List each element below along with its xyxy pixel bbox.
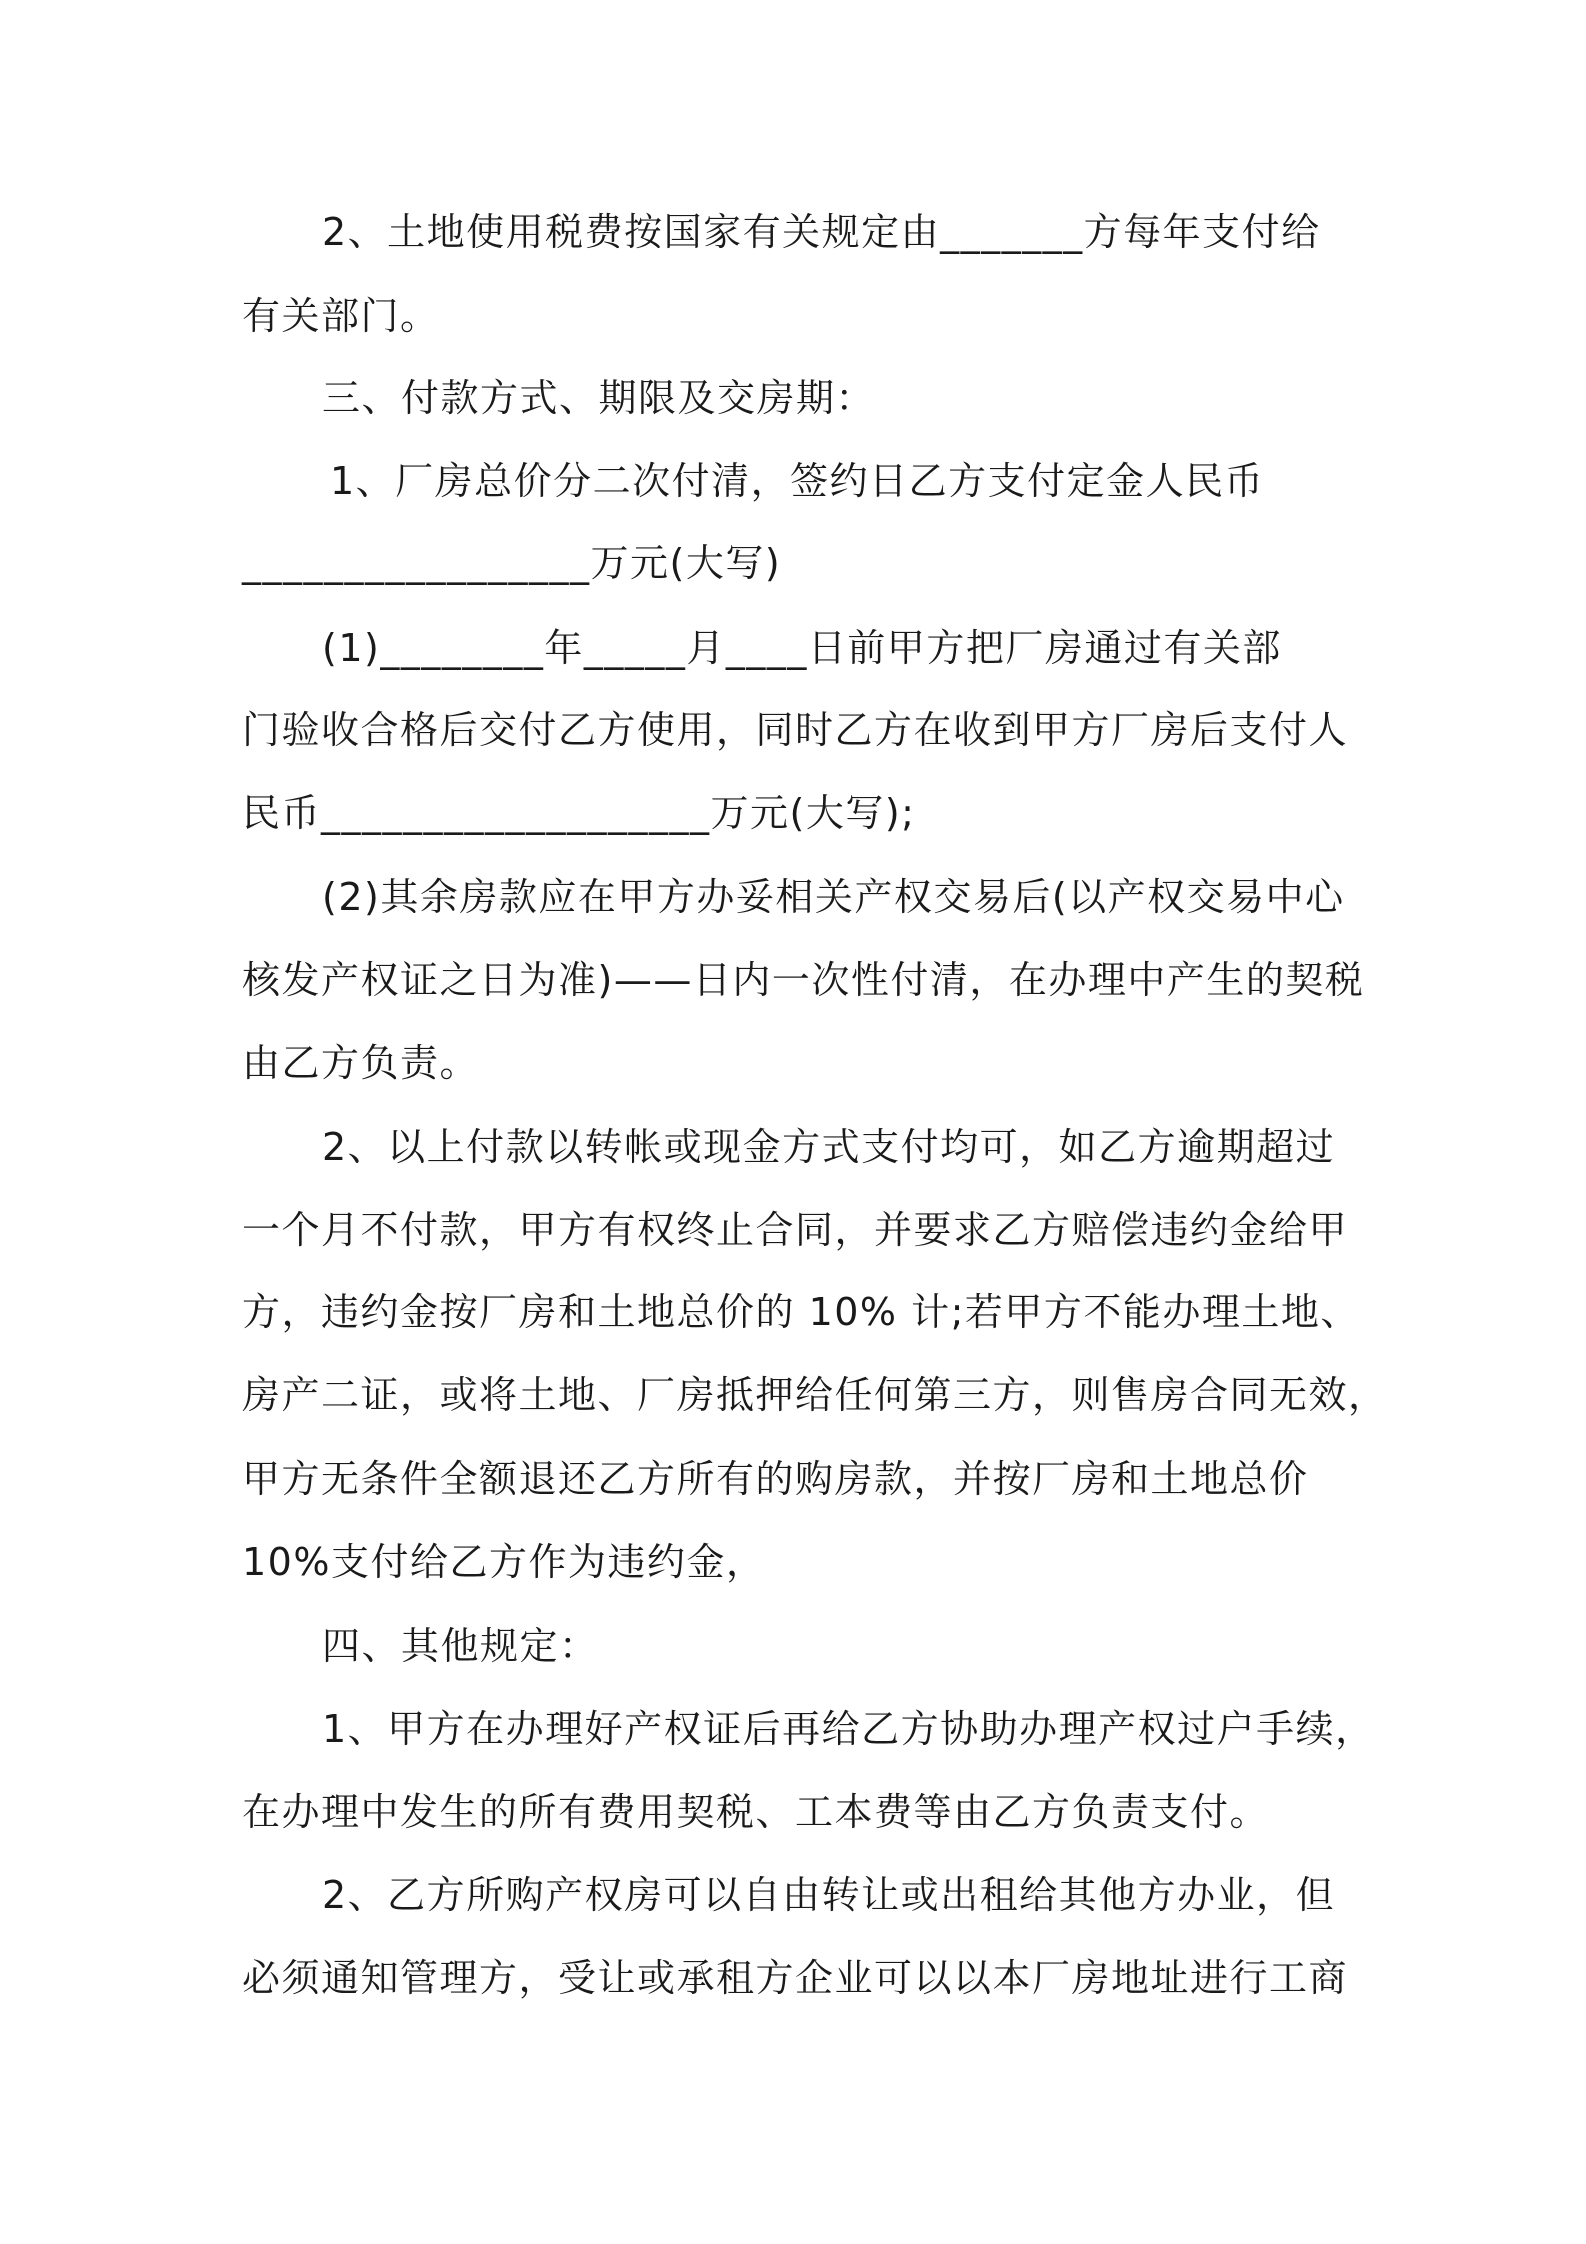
text-line: 有关部门。 xyxy=(242,294,440,338)
text-line: 1、厂房总价分二次付清，签约日乙方支付定金人民币 xyxy=(330,459,1265,503)
text-line: 必须通知管理方，受让或承租方企业可以以本厂房地址进行工商 xyxy=(242,1956,1349,2000)
text-line: 2、以上付款以转帐或现金方式支付均可，如乙方逾期超过 xyxy=(322,1125,1336,1169)
text-line: 1、甲方在办理好产权证后再给乙方协助办理产权过户手续， xyxy=(322,1707,1375,1751)
text-line: 方，违约金按厂房和土地总价的 10% 计;若甲方不能办理土地、 xyxy=(242,1290,1360,1334)
text-line: 民币___________________万元(大写); xyxy=(242,791,916,835)
text-line: 门验收合格后交付乙方使用，同时乙方在收到甲方厂房后支付人 xyxy=(242,708,1349,752)
text-line: 2、乙方所购产权房可以自由转让或出租给其他方办业，但 xyxy=(322,1873,1336,1917)
text-line: _________________万元(大写) xyxy=(242,541,782,585)
section-heading: 三、付款方式、期限及交房期： xyxy=(322,376,876,420)
text-line: 甲方无条件全额退还乙方所有的购房款，并按厂房和土地总价 xyxy=(242,1457,1309,1501)
text-line: (2)其余房款应在甲方办妥相关产权交易后(以产权交易中心 xyxy=(322,875,1345,919)
text-line: 核发产权证之日为准)——日内一次性付清，在办理中产生的契税 xyxy=(242,958,1365,1002)
section-heading: 四、其他规定： xyxy=(322,1624,599,1668)
text-line: 10%支付给乙方作为违约金， xyxy=(242,1540,766,1584)
text-line: 在办理中发生的所有费用契税、工本费等由乙方负责支付。 xyxy=(242,1790,1270,1834)
text-line: 房产二证，或将土地、厂房抵押给任何第三方，则售房合同无效， xyxy=(242,1373,1388,1417)
text-line: (1)________年_____月____日前甲方把厂房通过有关部 xyxy=(322,626,1282,670)
text-line: 一个月不付款，甲方有权终止合同，并要求乙方赔偿违约金给甲 xyxy=(242,1208,1349,1252)
text-line: 由乙方负责。 xyxy=(242,1041,480,1085)
text-line: 2、土地使用税费按国家有关规定由_______方每年支付给 xyxy=(322,210,1321,254)
